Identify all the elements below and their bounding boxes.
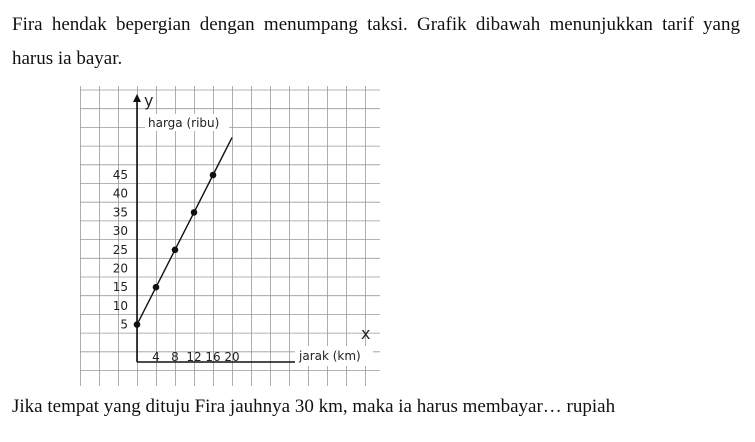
y-tick-label: 45 — [112, 168, 128, 182]
x-axis-name: x — [361, 324, 371, 343]
y-tick-label: 10 — [112, 298, 128, 313]
plot-area — [134, 138, 232, 328]
x-tick-label: 20 — [224, 350, 240, 364]
y-tick-labels — [113, 168, 128, 332]
chart-axes — [133, 94, 373, 366]
series-line — [137, 138, 232, 325]
x-tick-label: 4 — [152, 350, 160, 364]
data-point — [210, 172, 217, 179]
y-tick-label: 15 — [112, 280, 128, 295]
y-tick-label: 40 — [112, 186, 128, 201]
x-tick-label: 16 — [205, 350, 221, 364]
x-axis-label: jarak (km) — [299, 349, 361, 363]
y-tick-label: 20 — [112, 261, 128, 276]
y-tick-label: 25 — [112, 242, 128, 257]
y-axis-arrow — [133, 94, 141, 102]
x-tick-label: 8 — [171, 350, 179, 364]
y-tick-label: 35 — [112, 205, 128, 220]
x-tick-label: 12 — [186, 350, 202, 364]
question-intro: Fira hendak bepergian dengan menumpang taksi. Grafik dibawah menunjukkan tarif yang harus ia bayar. — [12, 14, 740, 69]
data-point — [153, 284, 160, 291]
y-tick-label: 5 — [120, 317, 128, 332]
y-axis-name: y — [144, 91, 154, 110]
data-point — [134, 321, 141, 328]
fare-chart — [80, 86, 380, 386]
y-axis-label: harga (ribu) — [148, 116, 220, 130]
data-point — [191, 209, 198, 216]
data-point — [172, 247, 179, 254]
question-prompt: Jika tempat yang dituju Fira jauhnya 30 km, maka ia harus membayar… rupiah — [12, 396, 616, 417]
y-tick-label: 30 — [112, 224, 128, 239]
